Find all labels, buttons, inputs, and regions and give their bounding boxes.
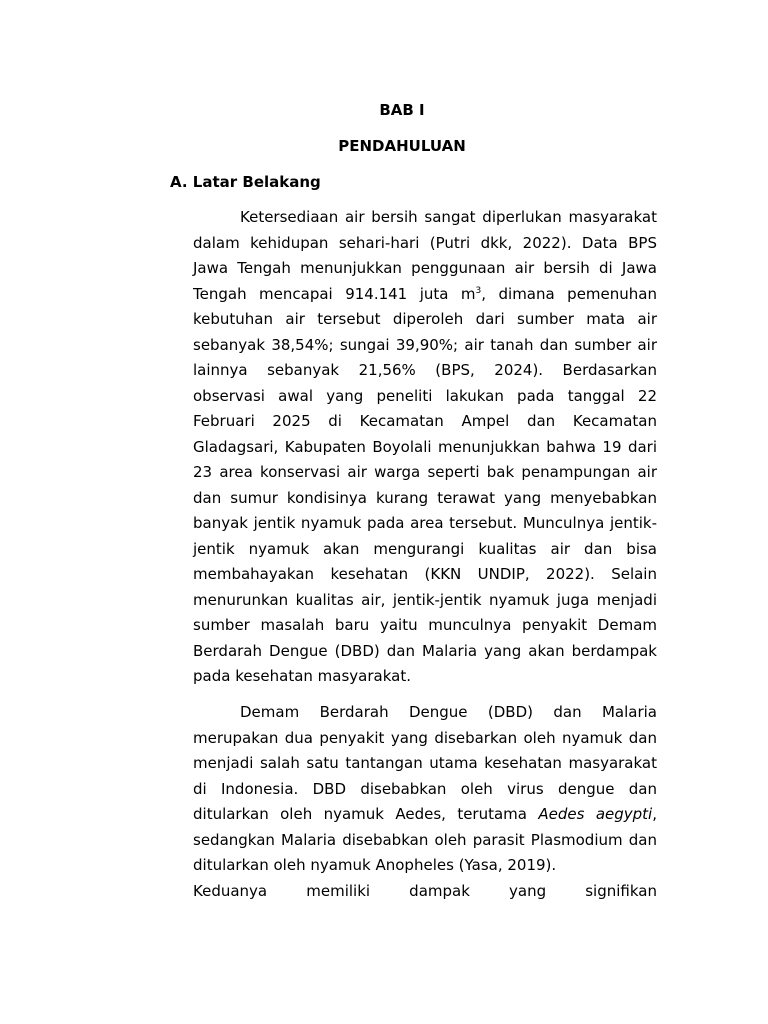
paragraph-2-text-a: Demam Berdarah Dengue (DBD) dan Malaria merupakan dua penyakit yang disebarkan oleh nyamuk dan menjadi salah satu tantangan utama kesehatan masyarakat di Indonesia. DBD disebabkan oleh virus dengue dan ditularkan oleh nyamuk Aedes, terutama	[193, 703, 657, 823]
section-heading: A. Latar Belakang	[170, 173, 321, 191]
paragraph-2-last-line: Keduanya memiliki dampak yang signifikan	[193, 881, 657, 900]
paragraph-1-text-b: , dimana pemenuhan kebutuhan air tersebut diperoleh dari sumber mata air sebanyak 38,54%; sungai 39,90%; air tanah dan sumber air lainnya sebanyak 21,56% (BPS, 2024). Berdasarkan observasi awal yang peneliti lakukan pada tanggal 22 Februari 2025 di Kecamatan Ampel dan Kecamatan Gladagsari, Kabupaten Boyolali menunjukkan bahwa 19 dari 23 area konservasi air warga seperti bak penampungan air dan sumur kondisinya kurang terawat yang menyebabkan banyak jentik nyamuk pada area tersebut. Munculnya jentik-jentik nyamuk akan mengurangi kualitas air dan bisa membahayakan kesehatan (KKN UNDIP, 2022). Selain menurunkan kualitas air, jentik-jentik nyamuk juga menjadi sumber masalah baru yaitu munculnya penyakit Demam Berdarah Dengue (DBD) dan Malaria yang akan berdampak pada kesehatan masyarakat.	[193, 284, 657, 685]
chapter-title: PENDAHULUAN	[338, 137, 466, 155]
chapter-number: BAB I	[379, 101, 425, 119]
paragraph-1	[193, 205, 657, 690]
paragraph-2-text-b: , sedangkan Malaria disebabkan oleh parasit Plasmodium dan ditularkan oleh nyamuk Anopheles (Yasa, 2019).	[193, 805, 657, 874]
paragraph-1-text-a: Ketersediaan air bersih sangat diperlukan masyarakat dalam kehidupan sehari-hari (Putri dkk, 2022). Data BPS Jawa Tengah menunjukkan penggunaan air bersih di Jawa Tengah mencapai 914.141 juta m	[193, 208, 657, 303]
superscript-three: 3	[475, 285, 482, 296]
paragraph-2	[193, 700, 657, 904]
species-name-italic: Aedes aegypti	[538, 805, 653, 823]
